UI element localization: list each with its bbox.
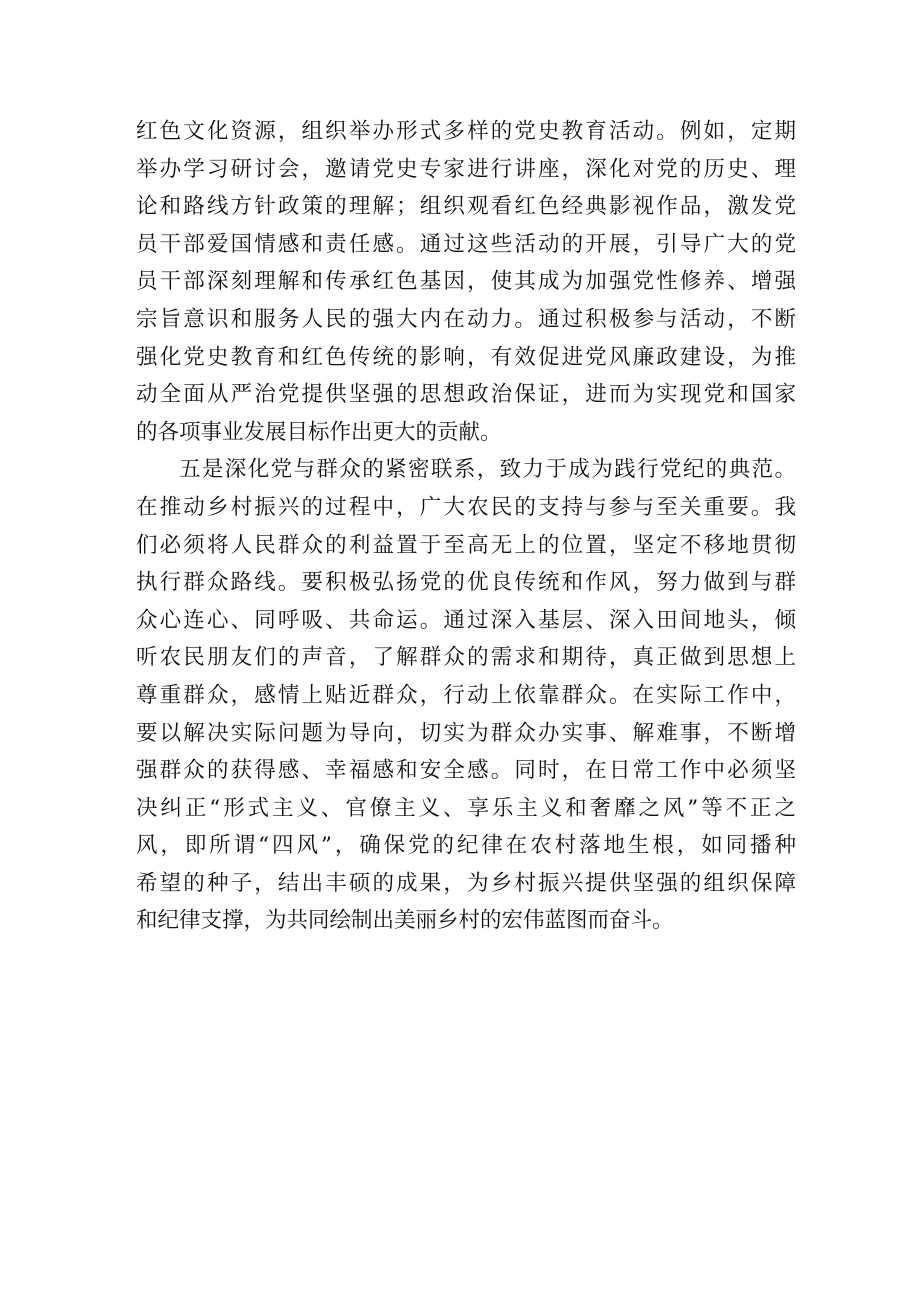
paragraph-line: 的各项事业发展目标作出更大的贡献。 [136, 419, 502, 445]
document-page [136, 113, 796, 940]
paragraph-line: 决纠正“形式主义、官僚主义、享乐主义和奢靡之风”等不正之 [136, 795, 796, 821]
paragraph-1 [136, 113, 796, 451]
paragraph-line: 强化党史教育和红色传统的影响，有效促进党风廉政建设，为推 [136, 344, 796, 370]
paragraph-line: 执行群众路线。要积极弘扬党的优良传统和作风，努力做到与群 [136, 570, 796, 596]
paragraph-line: 在推动乡村振兴的过程中，广大农民的支持与参与至关重要。我 [136, 494, 796, 520]
paragraph-line: 尊重群众，感情上贴近群众，行动上依靠群众。在实际工作中， [136, 682, 796, 708]
paragraph-2 [136, 451, 796, 940]
paragraph-line: 论和路线方针政策的理解；组织观看红色经典影视作品，激发党 [136, 194, 796, 220]
paragraph-line: 听农民朋友们的声音，了解群众的需求和期待，真正做到思想上 [136, 645, 796, 671]
paragraph-line: 和纪律支撑，为共同绘制出美丽乡村的宏伟蓝图而奋斗。 [136, 908, 674, 934]
paragraph-line: 要以解决实际问题为导向，切实为群众办实事、解难事，不断增 [136, 720, 796, 746]
paragraph-line: 员干部爱国情感和责任感。通过这些活动的开展，引导广大的党 [136, 231, 796, 257]
paragraph-line: 众心连心、同呼吸、共命运。通过深入基层、深入田间地头，倾 [136, 607, 796, 633]
paragraph-line: 们必须将人民群众的利益置于至高无上的位置，坚定不移地贯彻 [136, 532, 796, 558]
paragraph-line: 宗旨意识和服务人民的强大内在动力。通过积极参与活动，不断 [136, 306, 796, 332]
paragraph-line: 希望的种子，结出丰硕的成果，为乡村振兴提供坚强的组织保障 [136, 870, 796, 896]
paragraph-line: 强群众的获得感、幸福感和安全感。同时，在日常工作中必须坚 [136, 758, 796, 784]
paragraph-line: 红色文化资源，组织举办形式多样的党史教育活动。例如，定期 [136, 119, 796, 144]
paragraph-line: 动全面从严治党提供坚强的思想政治保证，进而为实现党和国家 [136, 382, 796, 408]
paragraph-line: 举办学习研讨会，邀请党史专家进行讲座，深化对党的历史、理 [136, 156, 796, 182]
paragraph-line: 员干部深刻理解和传承红色基因，使其成为加强党性修养、增强 [136, 269, 796, 295]
paragraph-line: 五是深化党与群众的紧密联系，致力于成为践行党纪的典范。 [179, 457, 796, 483]
paragraph-line: 风，即所谓“四风”，确保党的纪律在农村落地生根，如同播种 [136, 833, 796, 859]
